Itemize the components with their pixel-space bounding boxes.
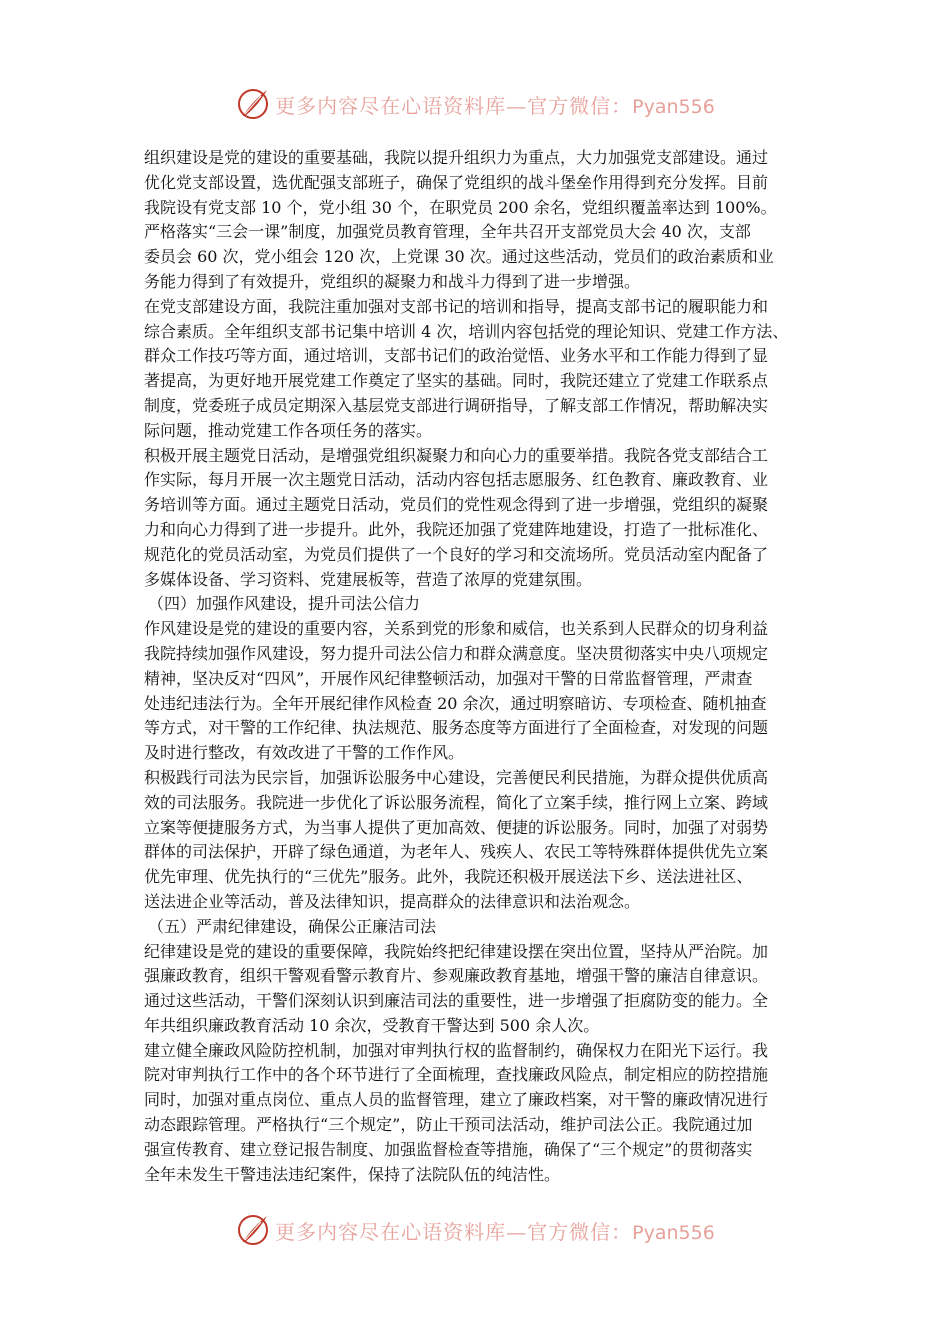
text-line: 送法进企业等活动，普及法律知识，提高群众的法律意识和法治观念。 bbox=[144, 891, 641, 911]
text-line: 强廉政教育，组织干警观看警示教育片、参观廉政教育基地，增强干警的廉洁自律意识。 bbox=[144, 966, 769, 986]
text-line: 动态跟踪管理。严格执行“三个规定”，防止干预司法活动，维护司法公正。我院通过加 bbox=[144, 1115, 753, 1135]
text-line: 力和向心力得到了进一步提升。此外，我院还加强了党建阵地建设，打造了一批标准化、 bbox=[144, 519, 769, 539]
text-line: 强宣传教育、建立登记报告制度、加强监督检查等措施，确保了“三个规定”的贯彻落实 bbox=[144, 1139, 753, 1159]
text-line: 积极开展主题党日活动，是增强党组织凝聚力和向心力的重要举措。我院各党支部结合工 bbox=[144, 445, 769, 465]
section-heading: （五）严肃纪律建设，确保公正廉洁司法 bbox=[148, 916, 437, 936]
text-line: 积极践行司法为民宗旨，加强诉讼服务中心建设，完善便民利民措施，为群众提供优质高 bbox=[144, 767, 769, 787]
text-line: 作风建设是党的建设的重要内容，关系到党的形象和威信，也关系到人民群众的切身利益 bbox=[144, 619, 769, 639]
text-line: 建立健全廉政风险防控机制，加强对审判执行权的监督制约，确保权力在阳光下运行。我 bbox=[144, 1040, 769, 1060]
text-line: 群众工作技巧等方面，通过培训，支部书记们的政治觉悟、业务水平和工作能力得到了显 bbox=[144, 346, 769, 366]
text-line: 规范化的党员活动室，为党员们提供了一个良好的学习和交流场所。党员活动室内配备了 bbox=[144, 544, 769, 564]
text-line: 综合素质。全年组织支部书记集中培训 4 次，培训内容包括党的理论知识、党建工作方法、 bbox=[144, 321, 789, 341]
document-body bbox=[144, 146, 810, 1187]
text-line: 处违纪违法行为。全年开展纪律作风检查 20 余次，通过明察暗访、专项检查、随机抽查 bbox=[144, 693, 767, 713]
text-line: 纪律建设是党的建设的重要保障，我院始终把纪律建设摆在突出位置，坚持从严治院。加 bbox=[144, 941, 769, 961]
text-line: 及时进行整改，有效改进了干警的工作作风。 bbox=[144, 743, 465, 763]
text-line: 作实际，每月开展一次主题党日活动，活动内容包括志愿服务、红色教育、廉政教育、业 bbox=[144, 470, 769, 490]
footer-watermark bbox=[0, 1208, 950, 1252]
text-line: 全年未发生干警违法违纪案件，保持了法院队伍的纯洁性。 bbox=[144, 1164, 561, 1184]
header-watermark bbox=[0, 82, 950, 126]
text-line: 制度，党委班子成员定期深入基层党支部进行调研指导，了解支部工作情况，帮助解决实 bbox=[144, 395, 769, 415]
text-line: 立案等便捷服务方式，为当事人提供了更加高效、便捷的诉讼服务。同时，加强了对弱势 bbox=[144, 817, 769, 837]
text-line: 年共组织廉政教育活动 10 余次，受教育干警达到 500 余人次。 bbox=[144, 1015, 600, 1035]
text-line: 院对审判执行工作中的各个环节进行了全面梳理，查找廉政风险点，制定相应的防控措施 bbox=[144, 1065, 769, 1085]
text-line: 我院设有党支部 10 个，党小组 30 个，在职党员 200 余名，党组织覆盖率达到 100%。 bbox=[144, 197, 777, 217]
text-line: 严格落实“三会一课”制度，加强党员教育管理，全年共召开支部党员大会 40 次，支部 bbox=[144, 222, 751, 242]
text-line: 在党支部建设方面，我院注重加强对支部书记的培训和指导，提高支部书记的履职能力和 bbox=[144, 296, 769, 316]
watermark-text: 更多内容尽在心语资料库—官方微信：Pyan556 bbox=[275, 93, 715, 118]
feather-logo-icon bbox=[235, 1212, 271, 1248]
text-line: 精神，坚决反对“四风”，开展作风纪律整顿活动，加强对干警的日常监督管理，严肃查 bbox=[144, 668, 753, 688]
text-line: 优化党支部设置，选优配强支部班子，确保了党组织的战斗堡垒作用得到充分发挥。目前 bbox=[144, 172, 769, 192]
text-line: 多媒体设备、学习资料、党建展板等，营造了浓厚的党建氛围。 bbox=[144, 569, 593, 589]
text-line: 效的司法服务。我院进一步优化了诉讼服务流程，简化了立案手续，推行网上立案、跨域 bbox=[144, 792, 769, 812]
text-line: 同时，加强对重点岗位、重点人员的监督管理，建立了廉政档案，对干警的廉政情况进行 bbox=[144, 1090, 769, 1110]
text-line: 等方式，对干警的工作纪律、执法规范、服务态度等方面进行了全面检查，对发现的问题 bbox=[144, 718, 769, 738]
text-line: 通过这些活动，干警们深刻认识到廉洁司法的重要性，进一步增强了拒腐防变的能力。全 bbox=[144, 991, 769, 1011]
text-line: 著提高，为更好地开展党建工作奠定了坚实的基础。同时，我院还建立了党建工作联系点 bbox=[144, 371, 769, 391]
text-line: 我院持续加强作风建设，努力提升司法公信力和群众满意度。坚决贯彻落实中央八项规定 bbox=[144, 643, 769, 663]
text-line: 优先审理、优先执行的“三优先”服务。此外，我院还积极开展送法下乡、送法进社区、 bbox=[144, 867, 753, 887]
feather-logo-icon bbox=[235, 86, 271, 122]
watermark-text: 更多内容尽在心语资料库—官方微信：Pyan556 bbox=[275, 1219, 715, 1244]
text-line: 组织建设是党的建设的重要基础，我院以提升组织力为重点，大力加强党支部建设。通过 bbox=[144, 148, 769, 167]
text-line: 委员会 60 次，党小组会 120 次，上党课 30 次。通过这些活动，党员们的政治素质和业 bbox=[144, 247, 774, 267]
text-line: 务培训等方面。通过主题党日活动，党员们的党性观念得到了进一步增强，党组织的凝聚 bbox=[144, 495, 769, 515]
text-line: 群体的司法保护，开辟了绿色通道，为老年人、残疾人、农民工等特殊群体提供优先立案 bbox=[144, 842, 769, 862]
text-line: 际问题，推动党建工作各项任务的落实。 bbox=[144, 420, 433, 440]
section-heading: （四）加强作风建设，提升司法公信力 bbox=[148, 594, 421, 614]
text-line: 务能力得到了有效提升，党组织的凝聚力和战斗力得到了进一步增强。 bbox=[144, 271, 641, 291]
